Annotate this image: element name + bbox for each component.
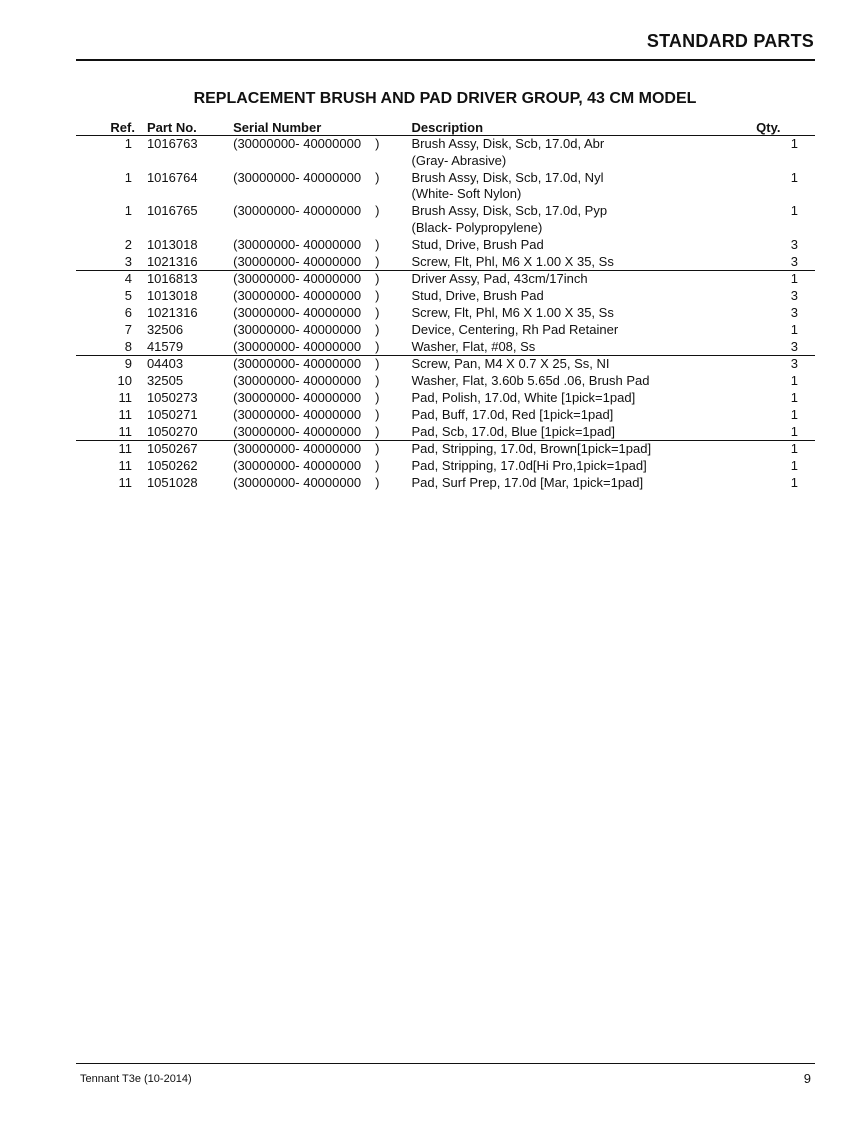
cell-description	[412, 475, 757, 492]
cell-part-no: 1050271	[146, 406, 198, 422]
description-line: Stud, Drive, Brush Pad	[411, 288, 544, 304]
cell-ref: 1	[124, 169, 132, 185]
cell-description	[412, 322, 757, 339]
cell-part-no: 1050267	[146, 441, 198, 457]
table-row	[76, 305, 815, 322]
cell-serial	[233, 237, 411, 254]
cell-ref: 3	[76, 254, 147, 271]
table-row	[76, 237, 815, 254]
cell-qty: 1	[790, 271, 798, 287]
cell-ref: 4	[124, 271, 132, 287]
cell-ref: 11	[118, 441, 132, 457]
cell-description	[412, 407, 757, 424]
cell-serial	[233, 458, 411, 475]
cell-serial	[233, 305, 411, 322]
serial-close-paren: )	[375, 253, 380, 269]
description-line-2: (White- Soft Nylon)	[411, 186, 522, 202]
cell-qty: 1	[790, 406, 798, 422]
description-line-2: (Black- Polypropylene)	[411, 219, 543, 235]
cell-part-no: 1051028	[146, 474, 198, 490]
header-divider	[76, 59, 815, 61]
cell-qty: 1	[790, 169, 798, 185]
cell-description	[412, 170, 757, 204]
cell-description	[412, 339, 757, 356]
serial-close-paren: )	[375, 373, 380, 389]
cell-serial	[233, 424, 411, 441]
serial-close-paren: )	[375, 338, 380, 354]
description-line: Washer, Flat, 3.60b 5.65d .06, Brush Pad	[411, 373, 650, 389]
cell-qty: 1	[790, 441, 798, 457]
cell-ref: 11	[118, 458, 132, 474]
cell-qty: 1	[756, 424, 815, 441]
cell-serial	[233, 373, 411, 390]
serial-close-paren: )	[375, 304, 380, 320]
group-title: REPLACEMENT BRUSH AND PAD DRIVER GROUP, 43 CM MODEL	[193, 90, 697, 107]
serial-range: (30000000- 40000000	[233, 236, 362, 252]
serial-range: (30000000- 40000000	[233, 474, 362, 490]
serial-range: (30000000- 40000000	[233, 253, 362, 269]
cell-serial	[233, 356, 411, 373]
col-header-serial: Serial Number	[233, 118, 411, 136]
serial-close-paren: )	[375, 136, 380, 151]
cell-part-no: 32505	[146, 373, 184, 389]
page-number: 9	[803, 1071, 811, 1086]
cell-serial	[233, 170, 411, 204]
cell-ref: 1	[124, 203, 132, 219]
serial-close-paren: )	[375, 406, 380, 422]
serial-close-paren: )	[375, 458, 380, 474]
serial-close-paren: )	[375, 441, 380, 457]
cell-qty: 3	[756, 339, 815, 356]
cell-serial	[233, 475, 411, 492]
description-line: Pad, Scb, 17.0d, Blue [1pick=1pad]	[411, 423, 615, 439]
cell-serial	[233, 407, 411, 424]
section-title: STANDARD PARTS	[646, 31, 814, 51]
cell-ref: 10	[117, 373, 132, 389]
serial-close-paren: )	[375, 356, 380, 372]
cell-qty: 3	[790, 288, 798, 304]
table-row	[76, 390, 815, 407]
cell-ref: 11	[118, 406, 132, 422]
table-row	[76, 424, 815, 441]
serial-range: (30000000- 40000000	[233, 136, 362, 151]
cell-part-no: 04403	[146, 356, 184, 372]
col-header-part-no: Part No.	[147, 118, 233, 136]
cell-part-no: 1021316	[147, 254, 233, 271]
cell-description	[412, 288, 757, 305]
cell-serial	[233, 322, 411, 339]
description-line: Pad, Buff, 17.0d, Red [1pick=1pad]	[411, 406, 614, 422]
cell-part-no: 1016813	[146, 271, 198, 287]
serial-close-paren: )	[375, 321, 380, 337]
serial-range: (30000000- 40000000	[233, 423, 362, 439]
description-line-2: (Gray- Abrasive)	[411, 152, 507, 168]
cell-serial	[233, 203, 411, 237]
cell-description	[412, 271, 757, 288]
cell-qty: 1	[790, 474, 798, 490]
serial-close-paren: )	[375, 236, 380, 252]
cell-part-no: 1050273	[146, 389, 198, 405]
cell-serial	[233, 390, 411, 407]
description-line: Pad, Polish, 17.0d, White [1pick=1pad]	[411, 389, 636, 405]
cell-part-no: 1021316	[146, 304, 198, 320]
serial-range: (30000000- 40000000	[233, 304, 362, 320]
cell-serial	[233, 254, 411, 271]
cell-part-no: 1013018	[146, 288, 198, 304]
cell-qty: 1	[790, 136, 798, 151]
cell-description	[412, 254, 757, 271]
cell-serial	[233, 136, 411, 170]
col-header-ref: Ref.	[76, 118, 147, 136]
cell-qty: 1	[790, 321, 798, 337]
table-row	[76, 136, 815, 170]
cell-ref: 1	[124, 136, 132, 151]
cell-description	[412, 373, 757, 390]
cell-ref: 9	[124, 356, 132, 372]
table-row	[76, 441, 815, 458]
table-row	[76, 339, 815, 356]
cell-description	[412, 390, 757, 407]
cell-ref: 6	[124, 304, 132, 320]
cell-description	[412, 441, 757, 458]
table-row	[76, 170, 815, 204]
serial-range: (30000000- 40000000	[233, 271, 362, 287]
serial-close-paren: )	[375, 169, 380, 185]
cell-description	[412, 136, 757, 170]
cell-ref: 11	[118, 474, 132, 490]
cell-qty: 3	[756, 254, 815, 271]
cell-ref: 5	[124, 288, 132, 304]
description-line: Stud, Drive, Brush Pad	[411, 236, 544, 252]
cell-serial	[233, 441, 411, 458]
cell-description	[412, 305, 757, 322]
description-line: Screw, Pan, M4 X 0.7 X 25, Ss, NI	[411, 356, 610, 372]
footer-divider	[76, 1063, 815, 1064]
cell-qty: 3	[790, 236, 798, 252]
table-header-row	[76, 118, 815, 136]
table-row	[76, 271, 815, 288]
serial-range: (30000000- 40000000	[233, 441, 362, 457]
cell-serial	[233, 288, 411, 305]
cell-part-no: 1013018	[146, 236, 198, 252]
parts-table	[76, 118, 815, 492]
table-row	[76, 288, 815, 305]
cell-serial	[233, 271, 411, 288]
description-line: Brush Assy, Disk, Scb, 17.0d, Nyl	[411, 169, 604, 185]
col-header-qty: Qty.	[756, 118, 815, 136]
cell-part-no: 32506	[146, 321, 184, 337]
footer-publication: Tennant T3e (10-2014)	[80, 1073, 192, 1085]
cell-ref: 8	[76, 339, 147, 356]
cell-ref: 11	[118, 389, 132, 405]
serial-range: (30000000- 40000000	[233, 373, 362, 389]
cell-part-no: 41579	[147, 339, 233, 356]
serial-range: (30000000- 40000000	[233, 356, 362, 372]
description-line: Brush Assy, Disk, Scb, 17.0d, Pyp	[411, 203, 608, 219]
description-line: Washer, Flat, #08, Ss	[411, 338, 536, 354]
cell-qty: 1	[790, 389, 798, 405]
serial-range: (30000000- 40000000	[233, 288, 362, 304]
serial-close-paren: )	[375, 203, 380, 219]
cell-qty: 3	[790, 304, 798, 320]
table-row	[76, 407, 815, 424]
cell-description	[412, 424, 757, 441]
cell-part-no: 1050262	[146, 458, 198, 474]
description-line: Device, Centering, Rh Pad Retainer	[411, 321, 619, 337]
cell-qty: 1	[790, 373, 798, 389]
col-header-description: Description	[412, 118, 757, 136]
table-row	[76, 373, 815, 390]
table-row	[76, 203, 815, 237]
cell-qty: 3	[790, 356, 798, 372]
description-line: Screw, Flt, Phl, M6 X 1.00 X 35, Ss	[411, 304, 614, 320]
serial-close-paren: )	[375, 389, 380, 405]
table-row	[76, 356, 815, 373]
serial-close-paren: )	[375, 423, 380, 439]
cell-part-no: 1050270	[147, 424, 233, 441]
cell-ref: 11	[76, 424, 147, 441]
cell-qty: 1	[790, 203, 798, 219]
serial-range: (30000000- 40000000	[233, 406, 362, 422]
description-line: Pad, Surf Prep, 17.0d [Mar, 1pick=1pad]	[411, 474, 644, 490]
description-line: Driver Assy, Pad, 43cm/17inch	[411, 271, 588, 287]
cell-part-no: 1016763	[146, 136, 198, 151]
cell-qty: 1	[790, 458, 798, 474]
description-line: Pad, Stripping, 17.0d, Brown[1pick=1pad]	[411, 441, 652, 457]
serial-close-paren: )	[375, 288, 380, 304]
description-line: Screw, Flt, Phl, M6 X 1.00 X 35, Ss	[411, 253, 614, 269]
table-row	[76, 475, 815, 492]
serial-range: (30000000- 40000000	[233, 321, 362, 337]
cell-ref: 2	[124, 236, 132, 252]
serial-range: (30000000- 40000000	[233, 458, 362, 474]
cell-part-no: 1016764	[146, 169, 198, 185]
cell-description	[412, 237, 757, 254]
serial-close-paren: )	[375, 271, 380, 287]
parts-table-body	[76, 136, 815, 492]
cell-serial	[233, 339, 411, 356]
table-row	[76, 322, 815, 339]
description-line: Pad, Stripping, 17.0d[Hi Pro,1pick=1pad]	[411, 458, 647, 474]
cell-description	[412, 458, 757, 475]
description-line: Brush Assy, Disk, Scb, 17.0d, Abr	[411, 136, 605, 151]
cell-description	[412, 203, 757, 237]
serial-close-paren: )	[375, 474, 380, 490]
cell-description	[412, 356, 757, 373]
serial-range: (30000000- 40000000	[233, 169, 362, 185]
serial-range: (30000000- 40000000	[233, 389, 362, 405]
table-row	[76, 254, 815, 271]
cell-ref: 7	[124, 321, 132, 337]
table-row	[76, 458, 815, 475]
serial-range: (30000000- 40000000	[233, 338, 362, 354]
serial-range: (30000000- 40000000	[233, 203, 362, 219]
cell-part-no: 1016765	[146, 203, 198, 219]
